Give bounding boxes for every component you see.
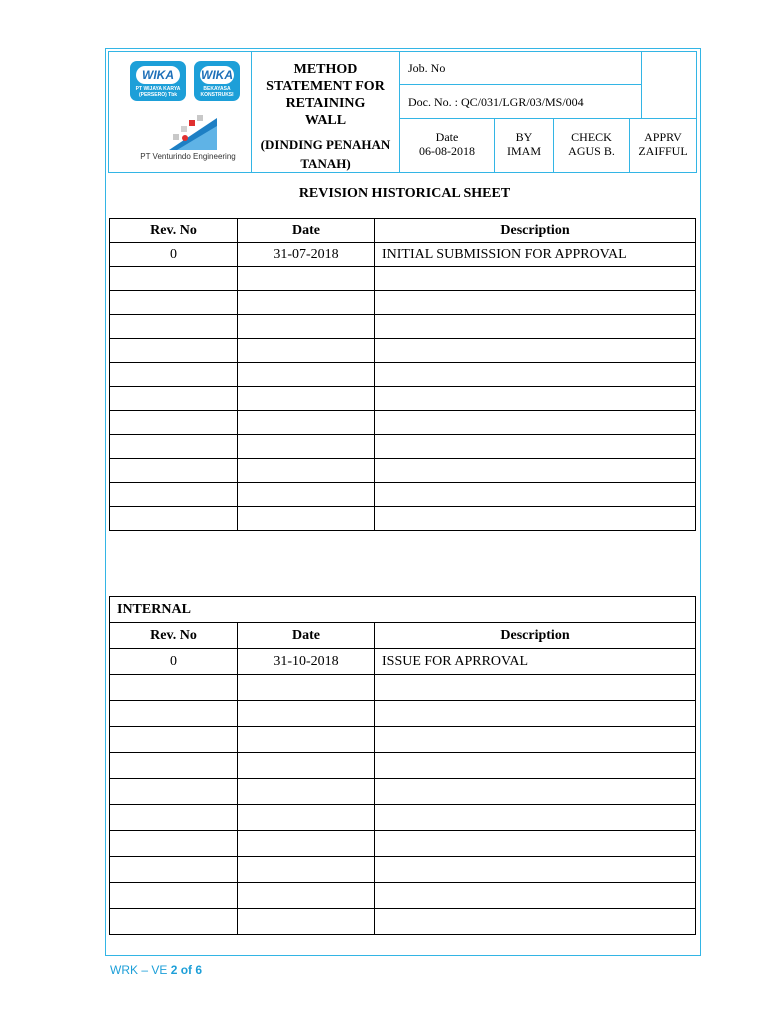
empty-cell (238, 805, 375, 831)
empty-cell (375, 909, 696, 935)
empty-cell (110, 363, 238, 387)
empty-cell (238, 883, 375, 909)
check-label: CHECK (571, 130, 612, 144)
empty-cell (238, 507, 375, 531)
title-line-3: RETAINING (285, 96, 366, 111)
wika-logo-subtext: PT WIJAYA KARYA (PERSERO) Tbk (135, 86, 181, 98)
empty-cell (375, 675, 696, 701)
empty-table-row (110, 315, 696, 339)
empty-cell (110, 753, 238, 779)
empty-table-row (110, 387, 696, 411)
document-title (252, 51, 400, 173)
revision-table (109, 218, 696, 531)
internal-section-label: INTERNAL (110, 597, 696, 623)
rev-no-cell: 0 (110, 649, 238, 675)
empty-cell (375, 779, 696, 805)
empty-cell (375, 483, 696, 507)
approve-cell (629, 118, 697, 173)
by-value: IMAM (506, 144, 541, 158)
empty-cell (375, 753, 696, 779)
empty-cell (238, 831, 375, 857)
empty-table-row (110, 909, 696, 935)
date-value: 06-08-2018 (419, 144, 475, 158)
empty-cell (110, 909, 238, 935)
empty-cell (110, 831, 238, 857)
check-cell (553, 118, 630, 173)
date-cell (399, 118, 495, 173)
empty-cell (110, 507, 238, 531)
description-header: Description (375, 219, 696, 243)
venturindo-caption: PT Venturindo Engineering (140, 152, 236, 161)
empty-cell (238, 857, 375, 883)
empty-cell (375, 291, 696, 315)
empty-cell (110, 387, 238, 411)
date-cell: 31-10-2018 (238, 649, 375, 675)
empty-cell (110, 459, 238, 483)
page-footer (110, 963, 202, 977)
empty-cell (110, 435, 238, 459)
empty-cell (110, 805, 238, 831)
date-label: Date (435, 130, 459, 144)
empty-cell (238, 363, 375, 387)
empty-cell (238, 701, 375, 727)
internal-table (109, 596, 696, 935)
empty-cell (238, 411, 375, 435)
doc-number-field: Doc. No. : QC/031/LGR/03/MS/004 (399, 84, 642, 119)
empty-table-row (110, 411, 696, 435)
empty-cell (238, 727, 375, 753)
empty-cell (375, 411, 696, 435)
internal-section-row (110, 597, 696, 623)
empty-cell (238, 483, 375, 507)
empty-cell (110, 727, 238, 753)
empty-cell (375, 727, 696, 753)
empty-cell (238, 291, 375, 315)
empty-cell (238, 753, 375, 779)
empty-cell (375, 315, 696, 339)
empty-cell (110, 483, 238, 507)
title-line-2: STATEMENT FOR (266, 79, 385, 94)
footer-doc-code: WRK – VE (110, 963, 168, 977)
empty-table-row (110, 883, 696, 909)
wika-logo-text: WIKA (136, 66, 180, 84)
table-row (110, 243, 696, 267)
empty-table-row (110, 459, 696, 483)
empty-table-row (110, 701, 696, 727)
empty-cell (238, 267, 375, 291)
empty-table-row (110, 675, 696, 701)
description-header: Description (375, 623, 696, 649)
empty-table-row (110, 291, 696, 315)
empty-table-row (110, 363, 696, 387)
empty-cell (375, 805, 696, 831)
date-header: Date (238, 219, 375, 243)
empty-cell (375, 387, 696, 411)
rev-no-header: Rev. No (110, 623, 238, 649)
table-header-row (110, 623, 696, 649)
empty-cell (110, 883, 238, 909)
empty-cell (110, 291, 238, 315)
wika-bekayasa-logo-text: WIKA (201, 68, 233, 82)
empty-cell (375, 507, 696, 531)
empty-table-row (110, 727, 696, 753)
job-number-field: Job. No (399, 51, 642, 85)
empty-cell (375, 831, 696, 857)
empty-cell (238, 675, 375, 701)
empty-cell (110, 779, 238, 805)
revision-sheet-title: REVISION HISTORICAL SHEET (298, 186, 511, 201)
table-header-row (110, 219, 696, 243)
empty-cell (375, 459, 696, 483)
title-line-1: METHOD (293, 62, 358, 77)
subtitle-line-2: TANAH) (300, 156, 351, 171)
document-subtitle (252, 135, 399, 173)
empty-cell (238, 459, 375, 483)
empty-cell (375, 883, 696, 909)
empty-table-row (110, 339, 696, 363)
description-cell: ISSUE FOR APRROVAL (375, 649, 696, 675)
wika-bekayasa-logo (194, 61, 240, 101)
check-value: AGUS B. (568, 144, 615, 158)
empty-cell (375, 435, 696, 459)
empty-cell (375, 857, 696, 883)
empty-table-row (110, 435, 696, 459)
empty-cell (238, 435, 375, 459)
empty-cell (238, 315, 375, 339)
empty-table-row (110, 507, 696, 531)
empty-cell (110, 701, 238, 727)
by-label: BY (515, 130, 533, 144)
empty-cell (375, 267, 696, 291)
empty-cell (110, 339, 238, 363)
by-cell (494, 118, 554, 173)
empty-cell (375, 701, 696, 727)
empty-table-row (110, 831, 696, 857)
empty-table-row (110, 857, 696, 883)
empty-cell (238, 387, 375, 411)
header-blank-cell (641, 51, 697, 119)
empty-table-row (110, 753, 696, 779)
wika-bekayasa-logo-subtext: BEKAYASA KONSTRUKSI (200, 86, 234, 98)
approve-label: APPRV (644, 130, 682, 144)
date-header: Date (238, 623, 375, 649)
rev-no-cell: 0 (110, 243, 238, 267)
empty-cell (238, 779, 375, 805)
empty-cell (110, 267, 238, 291)
empty-cell (238, 339, 375, 363)
empty-cell (375, 339, 696, 363)
empty-cell (110, 411, 238, 435)
empty-table-row (110, 805, 696, 831)
empty-table-row (110, 483, 696, 507)
empty-table-row (110, 267, 696, 291)
table-row (110, 649, 696, 675)
empty-cell (375, 363, 696, 387)
venturindo-logo-icon (165, 112, 221, 152)
title-line-4: WALL (304, 113, 347, 128)
empty-cell (110, 315, 238, 339)
footer-page-number: 2 of 6 (170, 963, 203, 977)
subtitle-line-1: (DINDING PENAHAN (260, 137, 391, 152)
empty-cell (110, 675, 238, 701)
description-cell: INITIAL SUBMISSION FOR APPROVAL (375, 243, 696, 267)
empty-table-row (110, 779, 696, 805)
empty-cell (110, 857, 238, 883)
empty-cell (238, 909, 375, 935)
wika-logo (130, 61, 186, 101)
date-cell: 31-07-2018 (238, 243, 375, 267)
approve-value: ZAIFFUL (638, 144, 688, 158)
rev-no-header: Rev. No (110, 219, 238, 243)
